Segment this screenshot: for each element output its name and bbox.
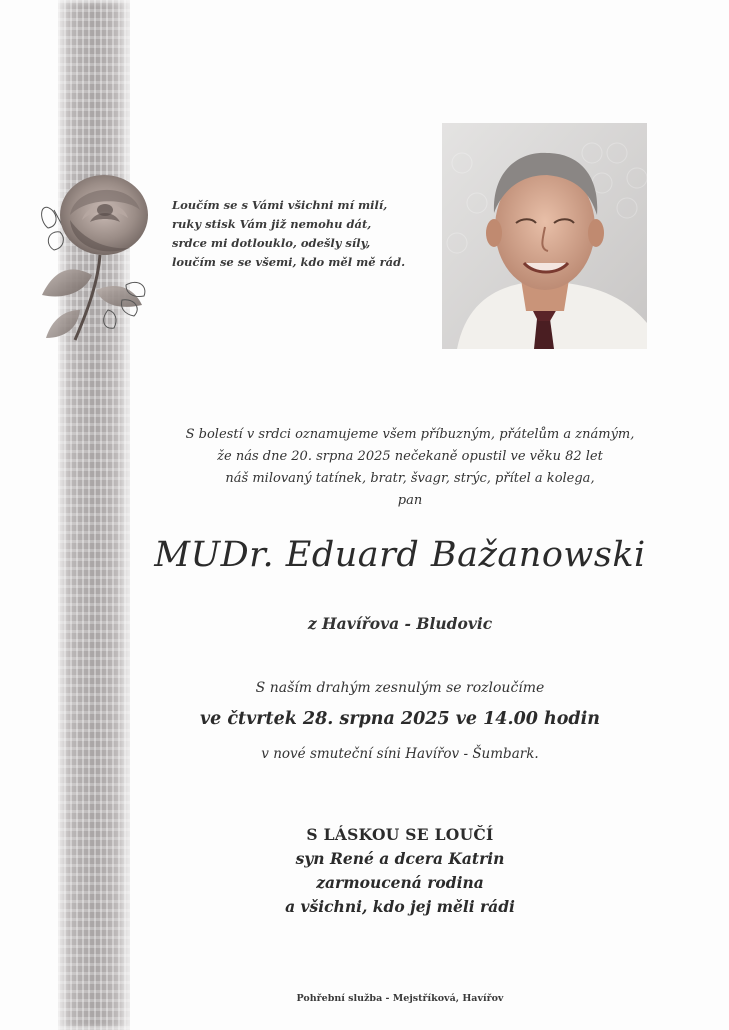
- announcement-line: náš milovaný tatínek, bratr, švagr, strýc, přítel a kolega,: [225, 471, 595, 486]
- portrait-photo: [442, 123, 647, 349]
- poem-line: loučím se se všemi, kdo měl mě rád.: [172, 255, 406, 269]
- rose-illustration: [30, 160, 170, 345]
- poem-line: Loučím se s Vámi všichni mí milí,: [172, 198, 388, 212]
- deceased-name: MUDr. Eduard Bažanowski: [154, 535, 646, 575]
- farewell-place: v nové smuteční síni Havířov - Šumbark.: [261, 746, 539, 762]
- decorative-ribbon: [58, 0, 130, 1030]
- announcement-line: pan: [397, 493, 423, 508]
- poem-line: srdce mi dotlouklo, odešly síly,: [172, 236, 371, 250]
- mourners-line: syn René a dcera Katrin: [295, 849, 505, 868]
- farewell-intro: S naším drahým zesnulým se rozloučíme: [255, 680, 545, 696]
- mourners-line: a všichni, kdo jej měli rádi: [285, 897, 515, 916]
- mourners-heading: S LÁSKOU SE LOUČÍ: [306, 825, 494, 844]
- mourners-line: zarmoucená rodina: [316, 873, 484, 892]
- announcement-line: S bolestí v srdci oznamujeme všem příbuzným, přátelům a známým,: [185, 427, 635, 442]
- announcement-line: že nás dne 20. srpna 2025 nečekaně opustil ve věku 82 let: [217, 449, 603, 464]
- death-announcement: [140, 424, 680, 512]
- farewell-poem: [172, 196, 442, 272]
- farewell-datetime: ve čtvrtek 28. srpna 2025 ve 14.00 hodin: [199, 709, 601, 729]
- poem-line: ruky stisk Vám již nemohu dát,: [172, 217, 372, 231]
- mourners-block: [140, 823, 660, 919]
- deceased-origin: z Havířova - Bludovic: [307, 614, 493, 633]
- funeral-service-credit: Pohřební služba - Mejstříková, Havířov: [296, 993, 504, 1004]
